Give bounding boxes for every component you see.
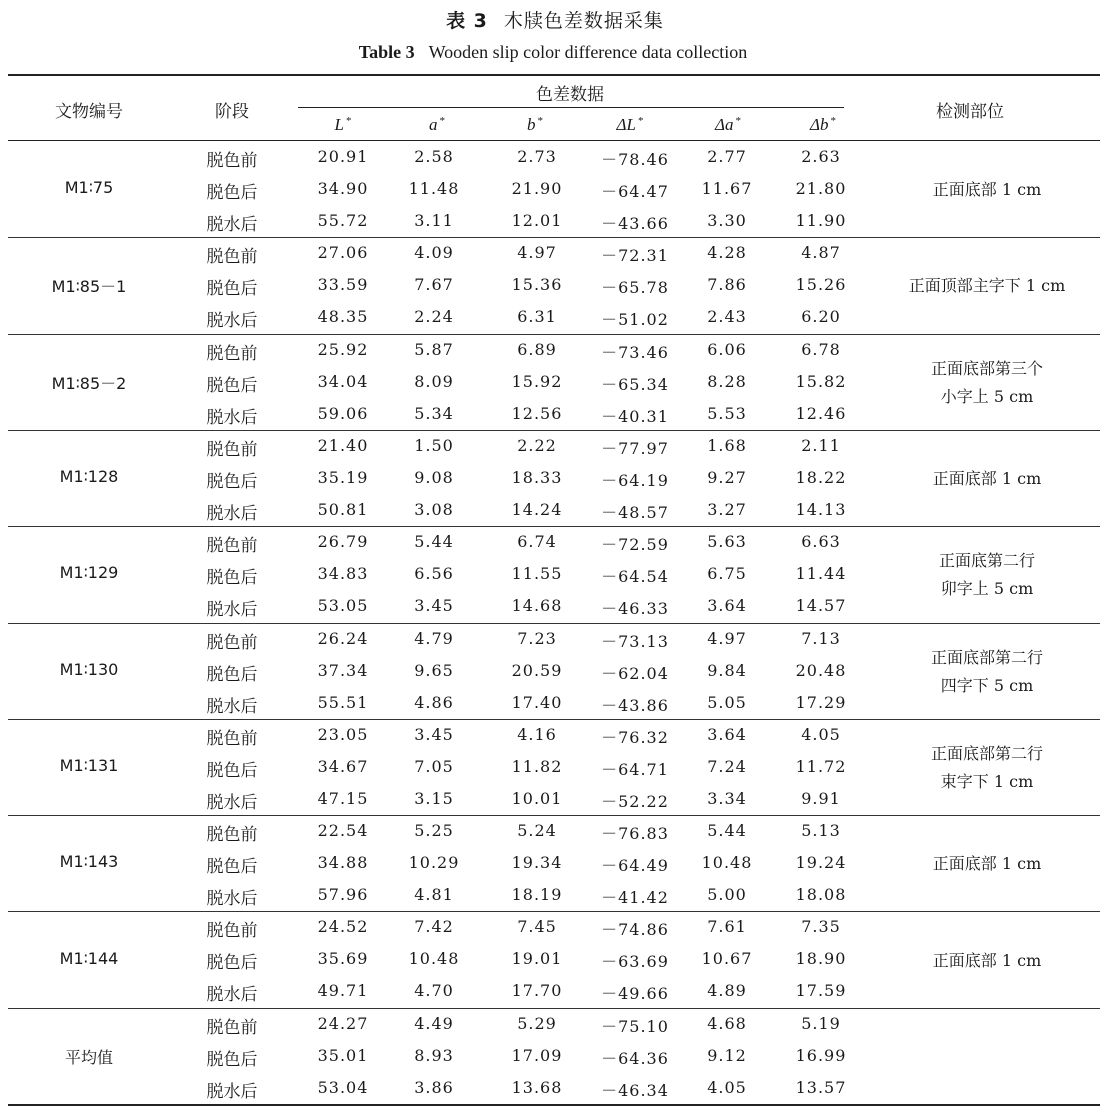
value-cell: 3.11	[414, 211, 454, 230]
value-cell: 8.93	[414, 1045, 454, 1065]
value-cell: 10.48	[701, 853, 753, 873]
value-cell: －64.36	[601, 1048, 669, 1068]
value-cell: 3.08	[414, 499, 454, 519]
artifact-id-cell: M1∶144	[59, 948, 119, 968]
table-group	[0, 1008, 1100, 1104]
artifact-id-cell: M1∶131	[59, 755, 119, 775]
value-cell: 15.26	[795, 275, 847, 295]
artifact-id-cell: M1∶143	[59, 852, 119, 872]
artifact-id-cell: M1∶128	[59, 467, 119, 487]
value-cell: 35.69	[317, 949, 369, 969]
value-cell: 4.79	[414, 628, 454, 648]
value-cell: 9.65	[414, 660, 454, 680]
value-cell: 7.24	[707, 756, 747, 776]
value-cell: 34.88	[317, 853, 369, 873]
artifact-id-cell: M1∶85－1	[51, 277, 127, 297]
value-cell: 3.30	[707, 211, 747, 230]
value-cell: 3.64	[707, 724, 747, 744]
location-cell: 正面底第二行	[938, 551, 1036, 571]
stage-cell: 脱色后	[206, 857, 258, 878]
value-cell: 4.97	[517, 243, 557, 263]
location-cell: 正面底部 1 cm	[932, 469, 1042, 489]
value-cell: 17.09	[511, 1045, 563, 1065]
value-cell: 18.22	[795, 467, 847, 487]
value-cell: 14.68	[511, 596, 563, 616]
value-cell: 53.05	[317, 596, 369, 616]
location-cell: 小字上 5 cm	[940, 386, 1034, 406]
value-cell: －49.66	[601, 984, 669, 1004]
table-bottom-rule	[8, 1104, 1100, 1106]
stage-cell: 脱色后	[206, 471, 258, 492]
value-cell: 19.24	[795, 853, 847, 873]
value-cell: 18.19	[511, 885, 563, 905]
stage-cell: 脱水后	[206, 696, 258, 717]
value-cell: 10.67	[701, 949, 753, 969]
value-cell: －76.83	[601, 824, 669, 844]
value-cell: 18.90	[795, 949, 847, 969]
value-cell: 3.45	[414, 596, 454, 616]
value-cell: 5.53	[707, 403, 747, 423]
value-cell: 26.24	[317, 628, 369, 648]
location-cell: 正面底部 1 cm	[932, 180, 1042, 200]
value-cell: 10.01	[511, 788, 563, 808]
value-cell: 4.49	[414, 1013, 454, 1033]
value-cell: 23.05	[317, 724, 369, 744]
value-cell: 5.00	[707, 885, 747, 905]
location-cell: 正面底部 1 cm	[932, 854, 1042, 874]
value-cell: 4.89	[707, 981, 747, 1001]
value-cell: 1.68	[707, 435, 747, 455]
value-cell: 15.36	[511, 275, 563, 295]
value-cell: 10.48	[408, 949, 460, 969]
value-cell: 7.61	[707, 917, 747, 937]
value-cell: －52.22	[601, 791, 669, 811]
value-cell: 14.13	[795, 499, 847, 519]
stage-cell: 脱水后	[206, 1081, 258, 1102]
value-cell: 17.70	[511, 981, 563, 1001]
location-cell: 正面底部第二行	[930, 743, 1044, 763]
header-delta-b-star: Δb *	[810, 115, 836, 134]
table-caption-en	[0, 42, 1100, 63]
value-cell: 8.09	[414, 371, 454, 391]
table-group	[0, 430, 1100, 526]
value-cell: 35.19	[317, 467, 369, 487]
value-cell: 4.05	[707, 1077, 747, 1097]
value-cell: 17.29	[795, 692, 847, 712]
value-cell: 10.29	[408, 853, 460, 873]
value-cell: －41.42	[601, 888, 669, 908]
value-cell: 5.05	[707, 692, 747, 712]
value-cell: 9.27	[707, 467, 747, 487]
table-number-en: Table 3	[358, 42, 415, 62]
value-cell: 17.59	[795, 981, 847, 1001]
value-cell: 3.45	[414, 724, 454, 744]
table-top-rule	[8, 74, 1100, 76]
value-cell: 26.79	[317, 532, 369, 552]
value-cell: 4.81	[414, 885, 454, 905]
table-group	[0, 526, 1100, 622]
value-cell: 7.67	[414, 275, 454, 295]
value-cell: －64.47	[601, 182, 669, 201]
value-cell: 33.59	[317, 275, 369, 295]
value-cell: －73.46	[601, 342, 669, 362]
value-cell: 4.09	[414, 243, 454, 263]
stage-cell: 脱色前	[206, 151, 258, 171]
stage-cell: 脱色后	[206, 1049, 258, 1070]
table-group	[0, 623, 1100, 719]
stage-cell: 脱色前	[206, 1017, 258, 1038]
header-a-star: a *	[429, 115, 445, 134]
value-cell: 6.78	[801, 339, 841, 359]
value-cell: 5.44	[707, 821, 747, 841]
value-cell: 6.75	[707, 564, 747, 584]
value-cell: 7.45	[517, 917, 557, 937]
value-cell: 18.08	[795, 885, 847, 905]
value-cell: 2.11	[801, 435, 841, 455]
stage-cell: 脱水后	[206, 600, 258, 621]
value-cell: 25.92	[317, 339, 369, 359]
value-cell: 18.33	[511, 467, 563, 487]
value-cell: 5.13	[801, 821, 841, 841]
location-cell: 束字下 1 cm	[940, 771, 1034, 791]
value-cell: 13.68	[511, 1077, 563, 1097]
stage-cell: 脱色后	[206, 568, 258, 589]
value-cell: 8.28	[707, 371, 747, 391]
value-cell: 9.91	[801, 788, 841, 808]
value-cell: 47.15	[317, 788, 369, 808]
value-cell: 7.05	[414, 756, 454, 776]
value-cell: 48.35	[317, 307, 369, 327]
value-cell: －46.34	[601, 1080, 669, 1100]
value-cell: 7.35	[801, 917, 841, 937]
value-cell: 15.82	[795, 371, 847, 391]
value-cell: 55.72	[317, 211, 369, 230]
value-cell: 3.15	[414, 788, 454, 808]
value-cell: 17.40	[511, 692, 563, 712]
value-cell: 55.51	[317, 692, 369, 712]
stage-cell: 脱色前	[206, 536, 258, 557]
value-cell: －43.86	[601, 695, 669, 715]
value-cell: 49.71	[317, 981, 369, 1001]
value-cell: 4.28	[707, 243, 747, 263]
value-cell: 4.97	[707, 628, 747, 648]
value-cell: 11.48	[408, 179, 460, 198]
value-cell: 2.24	[414, 307, 454, 327]
stage-cell: 脱水后	[206, 985, 258, 1006]
value-cell: 3.86	[414, 1077, 454, 1097]
value-cell: －64.19	[601, 470, 669, 490]
value-cell: 5.87	[414, 339, 454, 359]
value-cell: 9.08	[414, 467, 454, 487]
value-cell: 11.82	[511, 756, 563, 776]
value-cell: 11.72	[795, 756, 847, 776]
value-cell: 14.24	[511, 499, 563, 519]
value-cell: －64.54	[601, 567, 669, 587]
value-cell: －46.33	[601, 599, 669, 619]
stage-cell: 脱色前	[206, 632, 258, 653]
table-group	[0, 911, 1100, 1007]
value-cell: 11.67	[701, 179, 753, 198]
value-cell: 4.16	[517, 724, 557, 744]
value-cell: －48.57	[601, 502, 669, 522]
value-cell: 1.50	[414, 435, 454, 455]
value-cell: －73.13	[601, 631, 669, 651]
table-title-cn: 木牍色差数据采集	[503, 10, 664, 32]
value-cell: 6.56	[414, 564, 454, 584]
value-cell: －74.86	[601, 920, 669, 940]
value-cell: 11.90	[795, 211, 847, 230]
value-cell: －76.32	[601, 727, 669, 747]
stage-cell: 脱色前	[206, 825, 258, 846]
value-cell: 20.91	[317, 147, 369, 166]
value-cell: －64.71	[601, 759, 669, 779]
value-cell: 24.52	[317, 917, 369, 937]
value-cell: 7.86	[707, 275, 747, 295]
stage-cell: 脱色前	[206, 343, 258, 364]
value-cell: 2.63	[801, 147, 841, 166]
value-cell: 5.19	[801, 1013, 841, 1033]
location-cell: 正面底部第二行	[930, 647, 1044, 667]
value-cell: 53.04	[317, 1077, 369, 1097]
value-cell: 12.56	[511, 403, 563, 423]
value-cell: －65.78	[601, 278, 669, 298]
value-cell: 6.89	[517, 339, 557, 359]
stage-cell: 脱水后	[206, 407, 258, 428]
stage-cell: 脱水后	[206, 503, 258, 524]
value-cell: 5.25	[414, 821, 454, 841]
value-cell: －51.02	[601, 310, 669, 330]
value-cell: 37.34	[317, 660, 369, 680]
stage-cell: 脱水后	[206, 889, 258, 910]
artifact-id-cell: M1∶130	[59, 659, 119, 679]
header-delta-a-star: Δa *	[715, 115, 741, 134]
value-cell: 2.73	[517, 147, 557, 166]
stage-cell: 脱色前	[206, 247, 258, 268]
stage-cell: 脱色后	[206, 664, 258, 685]
table-caption-cn	[0, 6, 1100, 33]
value-cell: 2.43	[707, 307, 747, 327]
value-cell: 34.04	[317, 371, 369, 391]
table-title-en: Wooden slip color difference data collection	[428, 42, 748, 62]
location-cell: 正面底部第三个	[930, 358, 1044, 378]
table-group	[0, 141, 1100, 237]
value-cell: 2.77	[707, 147, 747, 166]
header-delta-l-star: ΔL *	[616, 115, 644, 134]
value-cell: 7.13	[801, 628, 841, 648]
stage-cell: 脱水后	[206, 311, 258, 332]
location-cell: 正面底部 1 cm	[932, 950, 1042, 970]
value-cell: 34.90	[317, 179, 369, 198]
value-cell: 5.34	[414, 403, 454, 423]
value-cell: 7.23	[517, 628, 557, 648]
stage-cell: 脱水后	[206, 792, 258, 813]
value-cell: 3.64	[707, 596, 747, 616]
value-cell: 3.34	[707, 788, 747, 808]
header-color-data: 色差数据	[536, 85, 604, 105]
value-cell: 57.96	[317, 885, 369, 905]
stage-cell: 脱水后	[206, 215, 258, 235]
value-cell: 13.57	[795, 1077, 847, 1097]
value-cell: 6.06	[707, 339, 747, 359]
value-cell: 5.29	[517, 1013, 557, 1033]
artifact-id-cell: 平均值	[64, 1047, 114, 1067]
value-cell: －72.31	[601, 246, 669, 266]
color-data-subrule	[298, 107, 844, 108]
stage-cell: 脱色前	[206, 439, 258, 460]
value-cell: 6.20	[801, 307, 841, 327]
value-cell: 20.48	[795, 660, 847, 680]
location-cell: 正面顶部主字下 1 cm	[908, 276, 1066, 296]
value-cell: 5.63	[707, 532, 747, 552]
table-group	[0, 334, 1100, 430]
stage-cell: 脱色后	[206, 953, 258, 974]
value-cell: 24.27	[317, 1013, 369, 1033]
value-cell: 15.92	[511, 371, 563, 391]
value-cell: 14.57	[795, 596, 847, 616]
value-cell: 11.55	[511, 564, 563, 584]
value-cell: －75.10	[601, 1016, 669, 1036]
value-cell: 16.99	[795, 1045, 847, 1065]
value-cell: 22.54	[317, 821, 369, 841]
value-cell: 3.27	[707, 499, 747, 519]
value-cell: 2.22	[517, 435, 557, 455]
value-cell: 34.67	[317, 756, 369, 776]
value-cell: 35.01	[317, 1045, 369, 1065]
value-cell: －40.31	[601, 406, 669, 426]
artifact-id-cell: M1∶75	[64, 178, 114, 198]
value-cell: 21.40	[317, 435, 369, 455]
header-artifact-id: 文物编号	[55, 102, 123, 122]
value-cell: －43.66	[601, 214, 669, 233]
value-cell: －63.69	[601, 952, 669, 972]
value-cell: 19.01	[511, 949, 563, 969]
table-group	[0, 237, 1100, 333]
artifact-id-cell: M1∶129	[59, 563, 119, 583]
value-cell: 12.01	[511, 211, 563, 230]
value-cell: 5.44	[414, 532, 454, 552]
header-b-star: b *	[527, 115, 543, 134]
table-number-cn: 表 3	[446, 10, 488, 32]
value-cell: 9.12	[707, 1045, 747, 1065]
value-cell: 6.31	[517, 307, 557, 327]
value-cell: 6.63	[801, 532, 841, 552]
value-cell: 6.74	[517, 532, 557, 552]
value-cell: －65.34	[601, 374, 669, 394]
value-cell: 11.44	[795, 564, 847, 584]
value-cell: 4.05	[801, 724, 841, 744]
header-stage: 阶段	[215, 102, 249, 122]
value-cell: 21.80	[795, 179, 847, 198]
stage-cell: 脱色后	[206, 183, 258, 203]
value-cell: 19.34	[511, 853, 563, 873]
table-group	[0, 719, 1100, 815]
value-cell: 4.68	[707, 1013, 747, 1033]
value-cell: 4.87	[801, 243, 841, 263]
value-cell: 27.06	[317, 243, 369, 263]
header-location: 检测部位	[936, 102, 1004, 122]
location-cell: 四字下 5 cm	[940, 675, 1034, 695]
value-cell: 12.46	[795, 403, 847, 423]
value-cell: －78.46	[601, 150, 669, 169]
value-cell: 2.58	[414, 147, 454, 166]
value-cell: －64.49	[601, 856, 669, 876]
value-cell: 9.84	[707, 660, 747, 680]
stage-cell: 脱色后	[206, 760, 258, 781]
value-cell: 50.81	[317, 499, 369, 519]
location-cell: 卯字上 5 cm	[940, 579, 1034, 599]
value-cell: 4.70	[414, 981, 454, 1001]
value-cell: －72.59	[601, 535, 669, 555]
stage-cell: 脱色后	[206, 279, 258, 300]
value-cell: 20.59	[511, 660, 563, 680]
value-cell: 4.86	[414, 692, 454, 712]
stage-cell: 脱色后	[206, 375, 258, 396]
value-cell: 34.83	[317, 564, 369, 584]
artifact-id-cell: M1∶85－2	[51, 373, 127, 393]
value-cell: 5.24	[517, 821, 557, 841]
value-cell: －77.97	[601, 438, 669, 458]
table-group	[0, 815, 1100, 911]
value-cell: －62.04	[601, 663, 669, 683]
stage-cell: 脱色前	[206, 921, 258, 942]
stage-cell: 脱色前	[206, 728, 258, 749]
value-cell: 59.06	[317, 403, 369, 423]
value-cell: 21.90	[511, 179, 563, 198]
value-cell: 7.42	[414, 917, 454, 937]
header-l-star: L *	[334, 115, 352, 134]
